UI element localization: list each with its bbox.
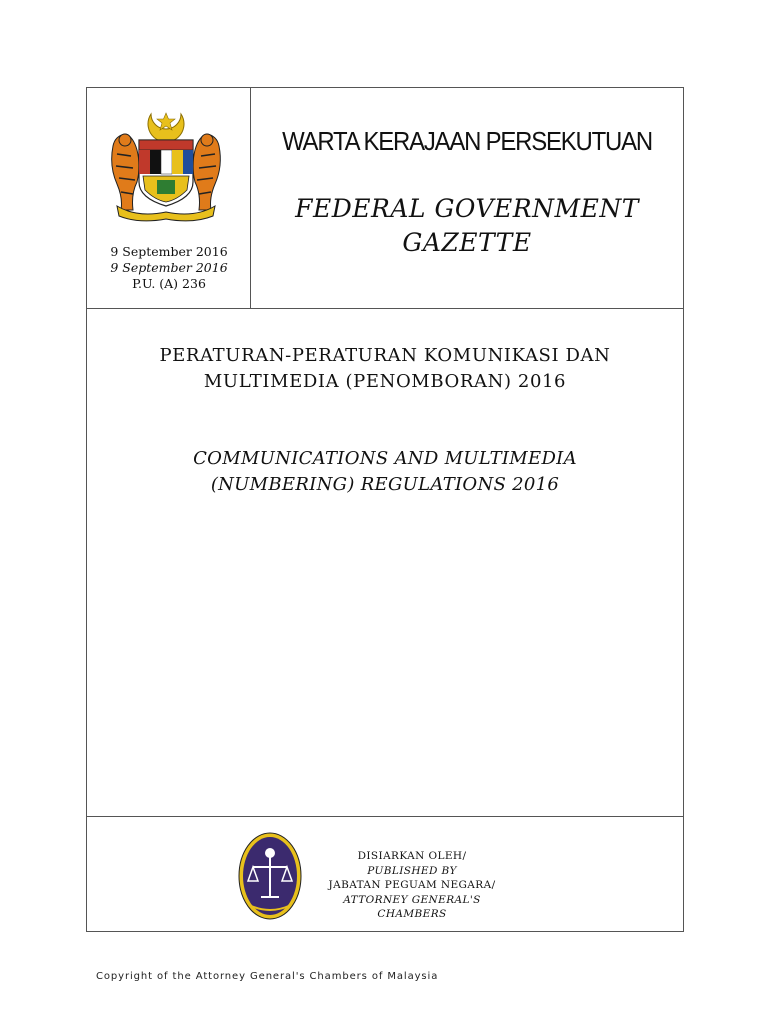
publisher-line-english: PUBLISHED BY (367, 864, 457, 877)
date-english: 9 September 2016 (110, 260, 228, 275)
regulation-title-malay-line1: PERATURAN-PERATURAN KOMUNIKASI DAN (159, 345, 611, 366)
gazette-cover-frame (86, 87, 684, 932)
gazette-title-english (251, 192, 683, 260)
publisher-section (87, 817, 683, 933)
header-left-cell (87, 88, 251, 309)
publisher-name-english: ATTORNEY GENERAL'S CHAMBERS (343, 893, 481, 920)
gazette-title-english-line1: FEDERAL GOVERNMENT (295, 194, 639, 223)
gazette-date-block (87, 244, 251, 292)
malaysia-coat-of-arms-icon (107, 106, 225, 224)
gazette-title-malay: WARTA KERAJAAN PERSEKUTUAN (282, 126, 652, 156)
regulation-title-english (107, 446, 663, 498)
gazette-title-english-line2: GAZETTE (402, 228, 532, 257)
regulation-title-malay-line2: MULTIMEDIA (PENOMBORAN) 2016 (203, 371, 567, 392)
publisher-name-malay: JABATAN PEGUAM NEGARA/ (328, 879, 496, 891)
regulation-title-section (87, 309, 683, 817)
regulation-title-english-line2: (NUMBERING) REGULATIONS 2016 (210, 474, 560, 495)
pu-number: P.U. (A) 236 (132, 276, 206, 291)
date-malay: 9 September 2016 (110, 244, 228, 259)
header-right-cell (251, 88, 683, 309)
attorney-general-chambers-logo-icon (237, 831, 303, 921)
copyright-notice: Copyright of the Attorney General's Chambers of Malaysia (96, 971, 439, 982)
regulation-title-english-line1: COMMUNICATIONS AND MULTIMEDIA (193, 448, 577, 469)
regulation-title-malay (107, 343, 663, 395)
publisher-text (312, 849, 512, 922)
publisher-line-malay: DISIARKAN OLEH/ (357, 850, 467, 862)
